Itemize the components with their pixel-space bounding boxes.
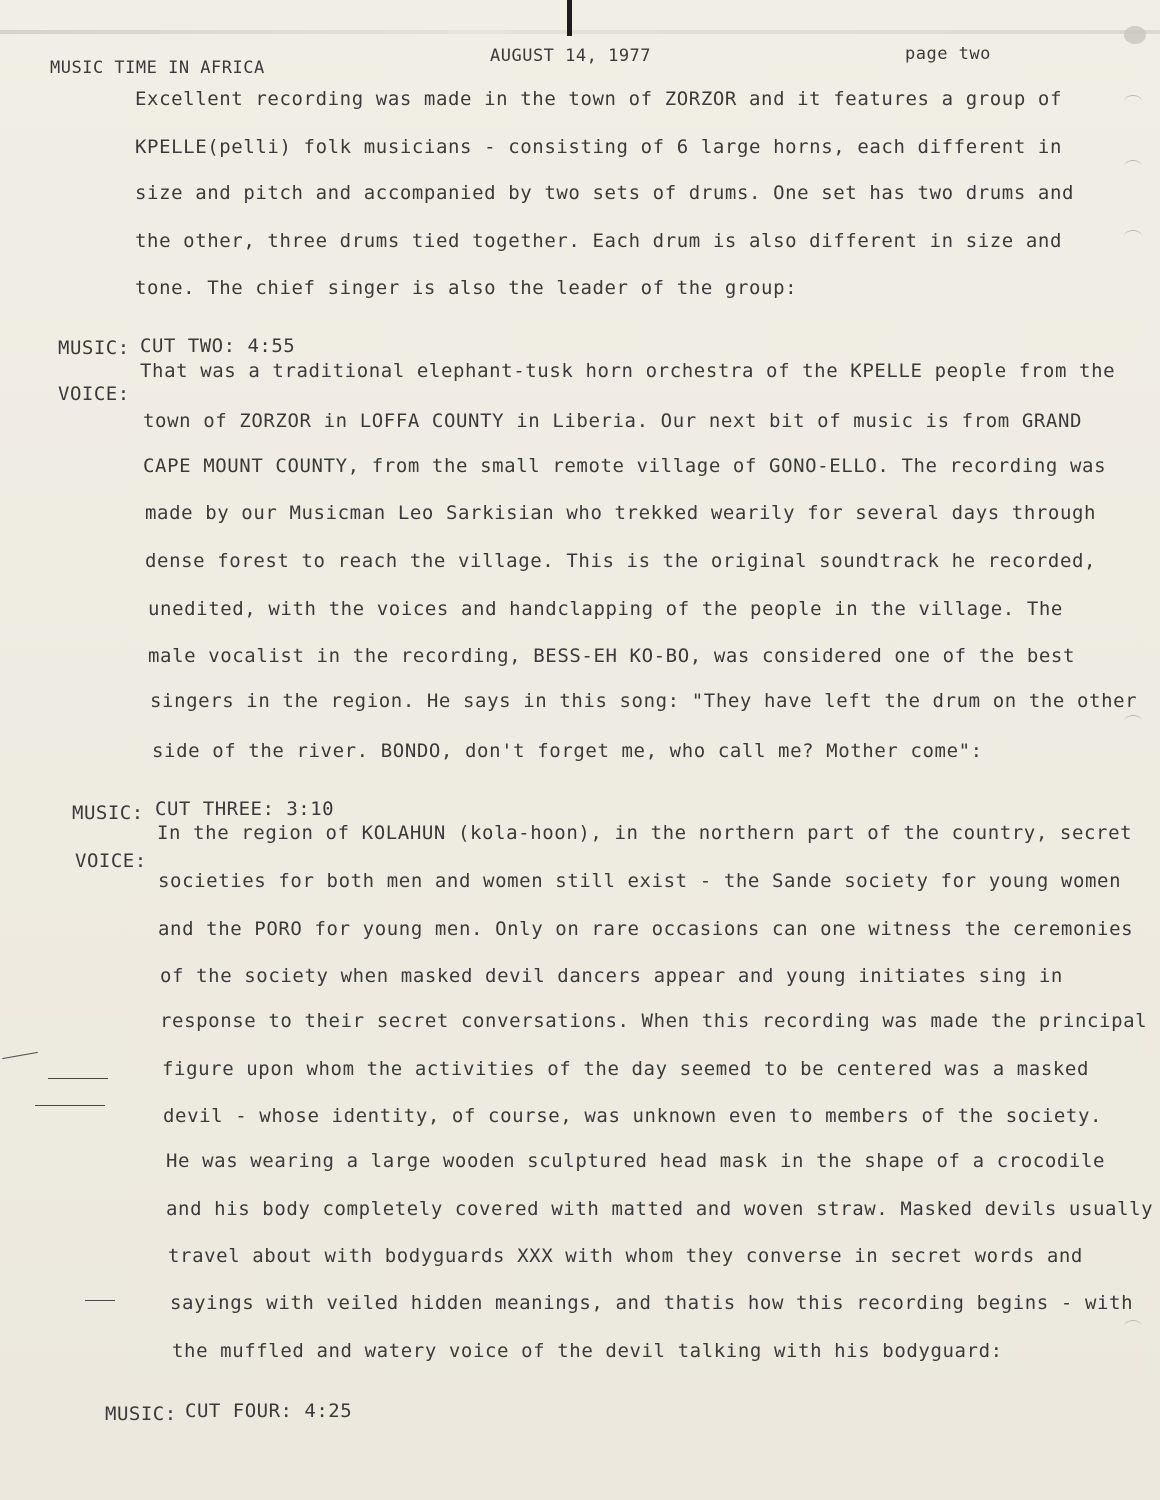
music-cue-label: MUSIC: [58,337,130,359]
voice-line: male vocalist in the recording, BESS-EH KO-BO, was considered one of the best [148,645,1075,667]
voice-line: devil - whose identity, of course, was unknown even to members of the society. [163,1105,1103,1127]
voice-line: dense forest to reach the village. This is the original soundtrack he recorded, [145,550,1097,572]
voice-line: town of ZORZOR in LOFFA COUNTY in Liberia. Our next bit of music is from GRAND [143,410,1083,432]
voice-line: made by our Musicman Leo Sarkisian who trekked wearily for several days through [145,502,1097,524]
voice-line: travel about with bodyguards XXX with whom they converse in secret words and [168,1245,1083,1267]
edge-mark [1124,230,1142,243]
voice-line: That was a traditional elephant-tusk horn orchestra of the KPELLE people from the [140,360,1116,382]
page-header [0,44,1160,84]
margin-mark [2,1052,38,1059]
margin-mark [48,1078,108,1079]
edge-mark [1124,1320,1142,1333]
body-line: tone. The chief singer is also the leader of the group: [135,277,798,299]
voice-line: the muffled and watery voice of the devil talking with his bodyguard: [172,1340,1003,1362]
voice-line: unedited, with the voices and handclapping of the people in the village. The [148,598,1063,620]
edge-mark [1124,715,1142,728]
margin-mark [85,1300,115,1301]
music-cue-label: MUSIC: [105,1403,177,1425]
punch-hole [1124,26,1146,44]
body-line: Excellent recording was made in the town of ZORZOR and it features a group of [135,88,1062,110]
voice-line: response to their secret conversations. When this recording was made the principal [160,1010,1148,1032]
voice-line: CAPE MOUNT COUNTY, from the small remote village of GONO-ELLO. The recording was [143,455,1107,477]
voice-line: figure upon whom the activities of the day seemed to be centered was a masked [162,1058,1089,1080]
voice-label: VOICE: [75,850,147,872]
music-cue-text: CUT TWO: 4:55 [140,335,296,357]
margin-mark [35,1105,105,1106]
music-cue-text: CUT THREE: 3:10 [155,798,335,820]
voice-label: VOICE: [58,383,130,405]
voice-line: singers in the region. He says in this song: "They have left the drum on the other [150,690,1138,712]
music-cue-label: MUSIC: [72,802,144,824]
body-line: KPELLE(pelli) folk musicians - consisting of 6 large horns, each different in [135,136,1062,158]
edge-mark [1124,95,1142,108]
voice-line: side of the river. BONDO, don't forget me, who call me? Mother come": [152,740,983,762]
voice-line: and the PORO for young men. Only on rare occasions can one witness the ceremonies [158,918,1134,940]
music-cue-text: CUT FOUR: 4:25 [185,1400,353,1422]
program-title: MUSIC TIME IN AFRICA [50,58,265,78]
staple-mark [567,0,572,36]
voice-line: He was wearing a large wooden sculptured head mask in the shape of a crocodile [166,1150,1106,1172]
broadcast-date: AUGUST 14, 1977 [490,46,652,66]
voice-line: societies for both men and women still exist - the Sande society for young women [158,870,1122,892]
voice-line: sayings with veiled hidden meanings, and thatis how this recording begins - with [170,1292,1134,1314]
edge-mark [1124,160,1142,173]
body-line: size and pitch and accompanied by two sets of drums. One set has two drums and [135,182,1075,204]
voice-line: In the region of KOLAHUN (kola-hoon), in the northern part of the country, secret [157,822,1133,844]
page-number: page two [905,44,991,64]
voice-line: of the society when masked devil dancers appear and young initiates sing in [160,965,1063,987]
page-top-edge [0,30,1160,34]
voice-line: and his body completely covered with matted and woven straw. Masked devils usually [166,1198,1154,1220]
body-line: the other, three drums tied together. Each drum is also different in size and [135,230,1062,252]
